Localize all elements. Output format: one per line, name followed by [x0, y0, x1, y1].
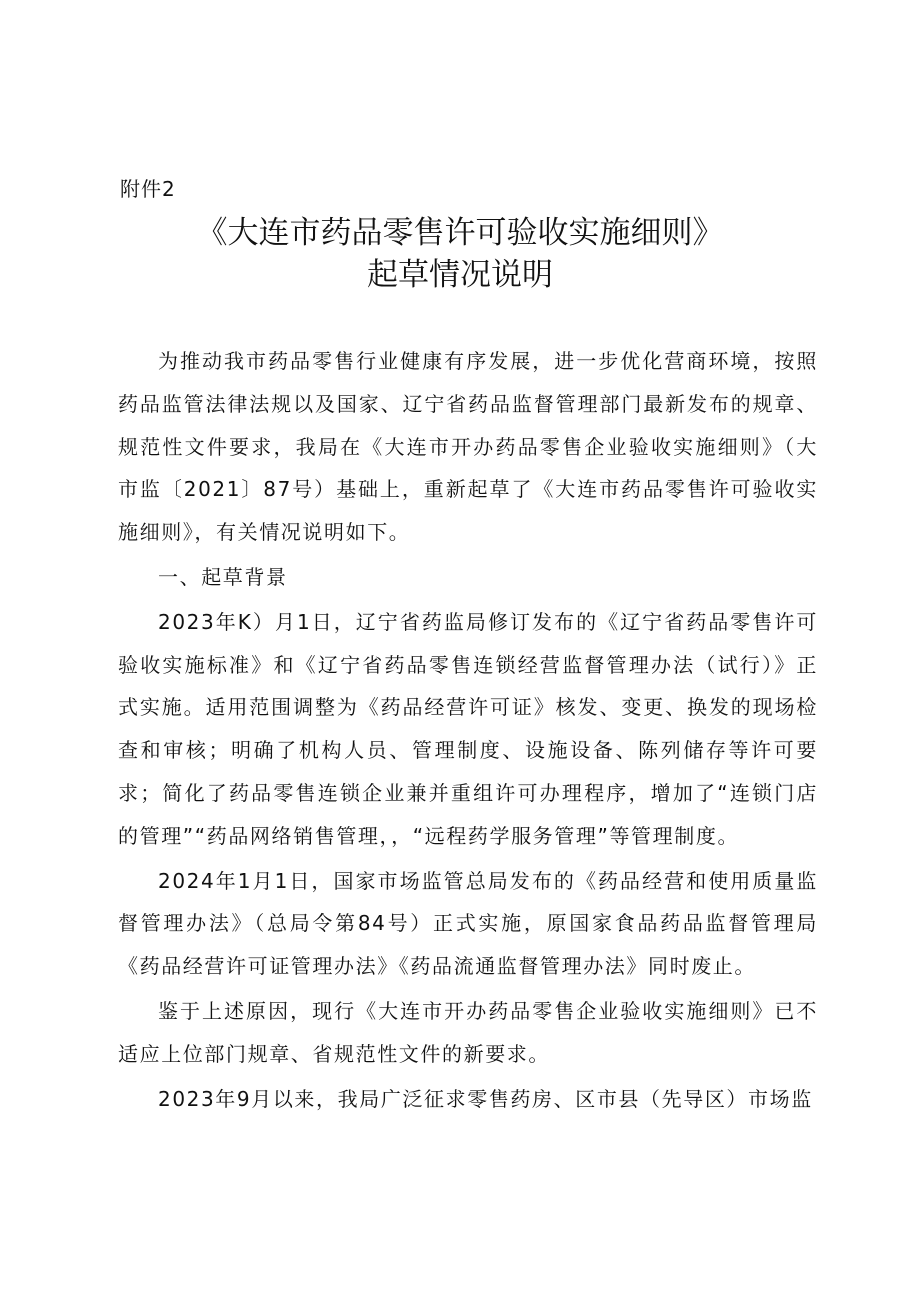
intro-paragraph: 为推动我市药品零售行业健康有序发展，进一步优化营商环境，按照药品监管法律法规以及国家、辽宁省药品监督管理部门最新发布的规章、规范性文件要求，我局在《大连市开办药品零售企业验收实施细则》（大市监〔2021〕87号）基础上，重新起草了《大连市药品零售许可验收实施细则》，有关情况说明如下。 [118, 349, 818, 545]
attachment-label: 附件2 [120, 177, 176, 201]
paragraph-2023-liaoning: 2023年K）月1日，辽宁省药监局修订发布的《辽宁省药品零售许可验收实施标准》和《辽宁省药品零售连锁经营监督管理办法（试行）》正式实施。适用范围调整为《药品经营许可证》核发、变更、换发的现场检查和审核；明确了机构人员、管理制度、设施设备、陈列储存等许可要求；简化了药品零售连锁企业兼并重组许可办理程序，增加了“连锁门店的管理”“药品网络销售管理，，“远程药学服务管理”等管理制度。 [118, 609, 818, 848]
paragraph-2024-national: 2024年1月1日，国家市场监管总局发布的《药品经营和使用质量监督管理办法》（总局令第84号）正式实施，原国家食品药品监督管理局《药品经营许可证管理办法》《药品流通监督管理办法》同时废止。 [118, 868, 818, 979]
paragraph-reason: 鉴于上述原因，现行《大连市开办药品零售企业验收实施细则》已不适应上位部门规章、省规范性文件的新要求。 [118, 998, 818, 1066]
document-title-line-1: 《大连市药品零售许可验收实施细则》 [196, 215, 724, 251]
section-heading-background: 一、起草背景 [158, 564, 288, 589]
document-body [118, 340, 818, 1120]
document-title-line-2: 起草情况说明 [367, 257, 553, 293]
paragraph-consultation: 2023年9月以来，我局广泛征求零售药房、区市县（先导区）市场监 [158, 1086, 813, 1111]
